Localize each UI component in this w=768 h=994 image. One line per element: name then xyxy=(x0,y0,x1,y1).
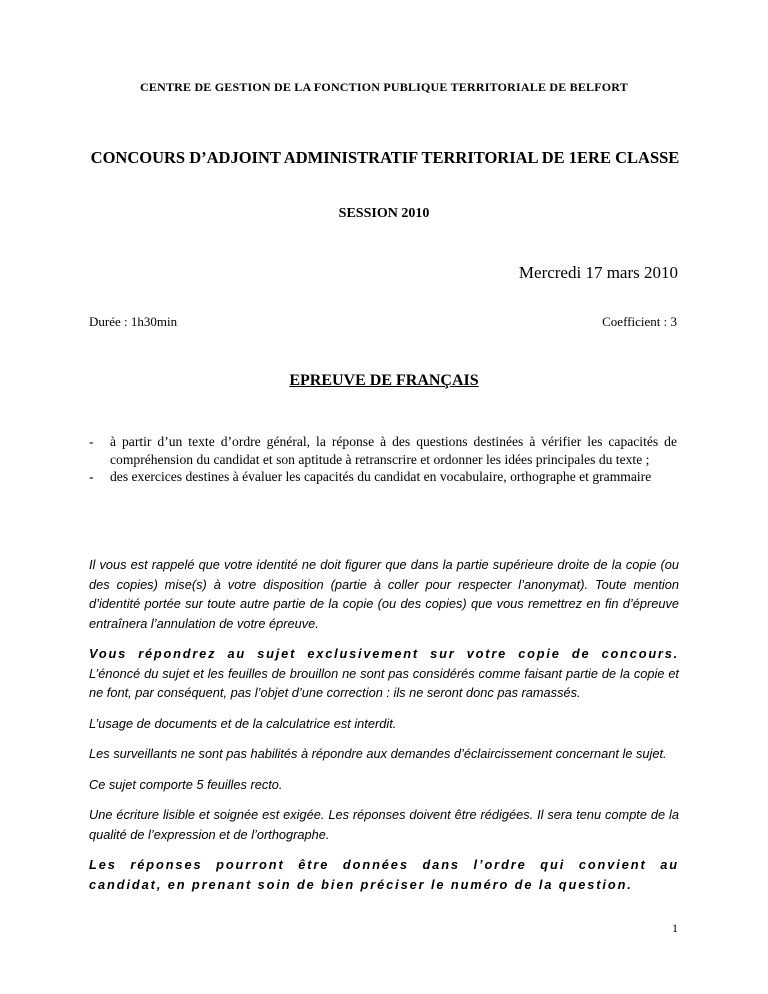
exam-coefficient: Coefficient : 3 xyxy=(602,314,677,329)
list-dash: - xyxy=(89,469,94,484)
instruction-supervisors: Les surveillants ne sont pas habilités à répondre aux demandes d’éclaircissement concernant le sujet. xyxy=(89,746,667,761)
exam-content-list xyxy=(89,433,677,486)
list-item-text: à partir d’un texte d’ordre général, la réponse à des questions destinées à vérifier les capacités de compréhension du candidat et son aptitude à retranscrire et ordonner les idées principales du texte ; xyxy=(110,434,677,467)
exam-title: CONCOURS D’ADJOINT ADMINISTRATIF TERRITORIAL DE 1ERE CLASSE xyxy=(90,148,680,167)
instruction-writing: Une écriture lisible et soignée est exigée. Les réponses doivent être rédigées. Il sera tenu compte de la qualité de l’expression et de l’orthographe. xyxy=(89,807,679,842)
instructions-block xyxy=(89,555,679,905)
exam-duration: Durée : 1h30min xyxy=(89,314,178,329)
list-item-text: des exercices destines à évaluer les capacités du candidat en vocabulaire, orthographe et grammaire xyxy=(110,469,652,484)
list-dash: - xyxy=(89,434,94,449)
organization-header: CENTRE DE GESTION DE LA FONCTION PUBLIQUE TERRITORIALE DE BELFORT xyxy=(140,80,628,94)
instruction-order-emphasis: Les réponses pourront être données dans l’ordre qui convient au candidat, en prenant soin de bien préciser le numéro de la question. xyxy=(89,857,679,892)
exam-date: Mercredi 17 mars 2010 xyxy=(518,263,678,282)
list-item xyxy=(89,468,677,486)
instruction-copy-emphasis: Vous répondrez au sujet exclusivement sur votre copie de concours. xyxy=(89,646,679,661)
page-number: 1 xyxy=(672,921,678,935)
instruction-anonymity: Il vous est rappelé que votre identité ne doit figurer que dans la partie supérieure droite de la copie (ou des copies) mise(s) à votre disposition (partie à coller pour respecter l’anonymat). Toute mention d’identité portée sur toute autre partie de la copie (ou des copies) que vous remettrez en fin d’épreuve entraînera l’annulation de votre épreuve. xyxy=(89,557,679,631)
session-label: SESSION 2010 xyxy=(338,206,430,221)
instruction-copy xyxy=(89,644,679,703)
instruction-documents: L’usage de documents et de la calculatrice est interdit. xyxy=(89,715,397,731)
list-item xyxy=(89,433,677,468)
instruction-order xyxy=(89,855,679,894)
instruction-copy-rest: L’énoncé du sujet et les feuilles de brouillon ne sont pas considérés comme faisant partie de la copie et ne font, par conséquent, pas l’objet d’une correction : ils ne seront donc pas ramassés. xyxy=(89,665,679,700)
epreuve-heading: EPREUVE DE FRANÇAIS xyxy=(289,372,479,389)
instruction-pages: Ce sujet comporte 5 feuilles recto. xyxy=(89,776,283,792)
